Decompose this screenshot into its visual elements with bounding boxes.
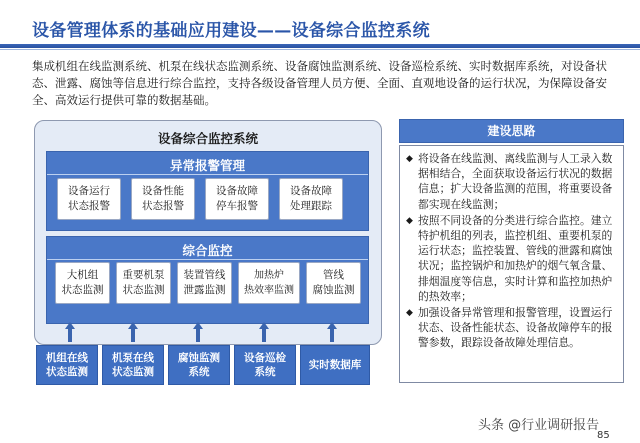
approach-body <box>399 145 624 383</box>
bullet-diamond-icon: ◆ <box>406 308 413 319</box>
approach-bullet: ◆ 按照不同设备的分类进行综合监控。建立特护机组的列表，监控机组、重要机泵的运行状态；监控装置、管线的泄露和腐蚀状况；监控锅炉和加热炉的烟气氧含量、排烟温度等信息，实时计算和监控加热炉的热效率； <box>406 213 613 303</box>
page-title: 设备管理体系的基础应用建设——设备综合监控系统 <box>32 21 430 41</box>
monitor-item-furnace-efficiency: 加热炉 热效率监测 <box>238 262 300 304</box>
monitor-item-large-unit: 大机组 状态监测 <box>55 262 110 304</box>
source-inspection-system: 设备巡检 系统 <box>234 345 296 385</box>
intro-paragraph: 集成机组在线监测系统、机泵在线状态监测系统、设备腐蚀监测系统、设备巡检系统、实时数据库系统，对设备状态、泄露、腐蚀等信息进行综合监控，支持各级设备管理人员方便、全面、直观地设备的运行状况，为保障设备安全、高效运行提供可靠的数据基础。 <box>32 59 607 107</box>
page-number: 85 <box>597 430 610 441</box>
alarm-item-performance: 设备性能 状态报警 <box>131 178 195 220</box>
monitor-item-pipeline-leak: 装置管线 泄露监测 <box>177 262 232 304</box>
source-realtime-database: 实时数据库 <box>300 345 370 385</box>
watermark: 头条 @行业调研报告 <box>478 418 600 433</box>
system-title: 设备综合监控系统 <box>157 131 258 146</box>
up-arrow-icon <box>193 322 203 342</box>
alarm-item-fault-tracking: 设备故障 处理跟踪 <box>279 178 343 220</box>
source-pump-online-monitoring: 机泵在线 状态监测 <box>102 345 164 385</box>
up-arrow-icon <box>259 322 269 342</box>
up-arrow-icon <box>128 322 138 342</box>
up-arrow-icon <box>65 322 75 342</box>
approach-title: 建设思路 <box>399 119 624 143</box>
up-arrow-icon <box>327 322 337 342</box>
bullet-diamond-icon: ◆ <box>406 215 413 226</box>
title-rule <box>0 44 640 48</box>
alarm-group-title: 异常报警管理 <box>169 158 245 173</box>
source-unit-online-monitoring: 机组在线 状态监测 <box>36 345 98 385</box>
approach-bullet: ◆ 将设备在线监测、离线监测与人工录入数据相结合，全面获取设备运行状况的数据信息；扩大设备监测的范围，将重要设备都实现在线监测； <box>406 152 613 211</box>
monitor-item-key-pump: 重要机泵 状态监测 <box>116 262 171 304</box>
alarm-item-run-status: 设备运行 状态报警 <box>57 178 121 220</box>
title-rule-thin <box>0 49 640 50</box>
source-corrosion-monitoring: 腐蚀监测 系统 <box>168 345 230 385</box>
alarm-item-fault-stop: 设备故障 停车报警 <box>205 178 269 220</box>
monitor-item-pipe-corrosion: 管线 腐蚀监测 <box>306 262 361 304</box>
bullet-diamond-icon: ◆ <box>406 154 413 164</box>
approach-bullet: ◆ 加强设备异常管理和报警管理，设置运行状态、设备性能状态、设备故障停车的报警参数，跟踪设备故障处理信息。 <box>406 306 613 350</box>
integrated-group-divider <box>47 259 368 260</box>
integrated-group-title: 综合监控 <box>182 243 233 258</box>
alarm-group-divider <box>47 174 368 175</box>
